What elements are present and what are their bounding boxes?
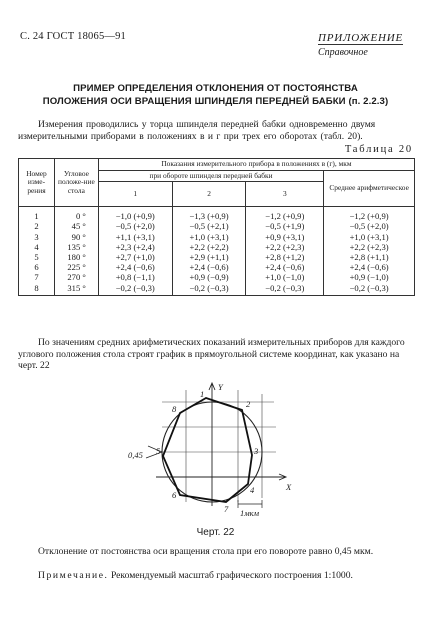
- cell-rev3: +2,2 (+2,3): [246, 242, 324, 252]
- cell-rev2: +2,9 (+1,1): [172, 252, 246, 262]
- cell-rev1: +2,7 (+1,0): [98, 252, 172, 262]
- table-row: [19, 252, 415, 262]
- point-label-4: 4: [250, 485, 255, 495]
- point-label-8: 8: [172, 404, 177, 414]
- cell-avg: +0,9 (−1,0): [324, 272, 415, 282]
- measurements-table: [18, 158, 415, 296]
- table-row: [19, 232, 415, 242]
- table-caption: Таблица 20: [344, 144, 413, 155]
- axis-y-label: Y: [218, 382, 223, 392]
- table-row: [19, 262, 415, 272]
- polar-graph: [126, 380, 302, 526]
- cell-num: 6: [19, 262, 55, 272]
- cell-num: 3: [19, 232, 55, 242]
- appendix-label: ПРИЛОЖЕНИЕ: [318, 32, 403, 44]
- cell-rev1: −1,0 (+0,9): [98, 207, 172, 222]
- cell-rev1: +1,1 (+3,1): [98, 232, 172, 242]
- cell-num: 2: [19, 221, 55, 231]
- cell-rev3: +1,0 (−1,0): [246, 272, 324, 282]
- col-header-rev2: 2: [172, 182, 246, 207]
- grid-lines: [162, 390, 276, 502]
- cell-num: 4: [19, 242, 55, 252]
- point-label-3: 3: [254, 446, 259, 456]
- cell-rev2: +1,0 (+3,1): [172, 232, 246, 242]
- col-header-subgroup: при обороте шпинделя передней бабки: [98, 170, 323, 182]
- cell-rev2: −0,5 (+2,1): [172, 221, 246, 231]
- cell-rev3: −0,5 (+1,9): [246, 221, 324, 231]
- col-header-angle: Угловое положе-ние стола: [54, 159, 98, 207]
- cell-angle: 90 °: [54, 232, 98, 242]
- table-row: [19, 283, 415, 296]
- cell-rev3: −0,2 (−0,3): [246, 283, 324, 296]
- section-title-line1: ПРИМЕР ОПРЕДЕЛЕНИЯ ОТКЛОНЕНИЯ ОТ ПОСТОЯНСТВА: [73, 83, 358, 94]
- cell-rev2: +2,4 (−0,6): [172, 262, 246, 272]
- col-header-avg: Среднее арифметическое: [324, 170, 415, 207]
- cell-rev2: −1,3 (+0,9): [172, 207, 246, 222]
- axes: [156, 383, 286, 506]
- cell-rev1: +2,4 (−0,6): [98, 262, 172, 272]
- point-label-5: 5: [156, 446, 161, 456]
- cell-avg: −0,2 (−0,3): [324, 283, 415, 296]
- appendix-type: Справочное: [318, 47, 368, 58]
- cell-angle: 270 °: [54, 272, 98, 282]
- figure-caption: Черт. 22: [196, 527, 235, 538]
- axis-x-label: X: [286, 482, 292, 492]
- cell-avg: +2,2 (+2,3): [324, 242, 415, 252]
- cell-avg: −0,5 (+2,0): [324, 221, 415, 231]
- point-label-6: 6: [172, 490, 177, 500]
- cell-angle: 315 °: [54, 283, 98, 296]
- cell-num: 8: [19, 283, 55, 296]
- deviation-polygon: [163, 398, 252, 502]
- col-header-rev3: 3: [246, 182, 324, 207]
- cell-rev3: +0,9 (+3,1): [246, 232, 324, 242]
- cell-avg: +2,8 (+1,1): [324, 252, 415, 262]
- cell-num: 7: [19, 272, 55, 282]
- note-paragraph: [18, 570, 416, 582]
- cell-angle: 225 °: [54, 262, 98, 272]
- cell-num: 5: [19, 252, 55, 262]
- col-header-group: Показания измерительного прибора в положениях в (г), мкм: [98, 159, 414, 171]
- cell-rev3: +2,8 (+1,2): [246, 252, 324, 262]
- cell-rev2: +2,2 (+2,2): [172, 242, 246, 252]
- table-row: [19, 272, 415, 282]
- note-label: Примечание.: [38, 570, 109, 581]
- note-text: Рекомендуемый масштаб графического построения 1:1000.: [110, 570, 353, 581]
- table-body: [19, 207, 415, 296]
- col-header-num: Номер изме-рения: [19, 159, 55, 207]
- table-row: [19, 242, 415, 252]
- point-label-1: 1: [200, 389, 205, 399]
- intro-paragraph: Измерения проводились у торца шпинделя передней бабки одновременно двумя измерительными приборами в положениях в и г при трех его оборотах (табл. 20).: [18, 119, 376, 142]
- cell-rev2: −0,2 (−0,3): [172, 283, 246, 296]
- cell-angle: 180 °: [54, 252, 98, 262]
- cell-rev1: −0,2 (−0,3): [98, 283, 172, 296]
- conclusion-paragraph: Отклонение от постоянства оси вращения стола при его повороте равно 0,45 мкм.: [38, 546, 374, 557]
- point-label-2: 2: [246, 399, 251, 409]
- table-row: [19, 207, 415, 222]
- col-header-rev1: 1: [98, 182, 172, 207]
- unit-scale: [238, 500, 262, 508]
- cell-rev2: +0,9 (−0,9): [172, 272, 246, 282]
- cell-rev1: +2,3 (+2,4): [98, 242, 172, 252]
- cell-rev1: −0,5 (+2,0): [98, 221, 172, 231]
- cell-rev3: +2,4 (−0,6): [246, 262, 324, 272]
- appendix-header: [318, 28, 403, 58]
- section-title-line2: ПОЛОЖЕНИЯ ОСИ ВРАЩЕНИЯ ШПИНДЕЛЯ ПЕРЕДНЕЙ БАБКИ (п. 2.2.3): [42, 96, 389, 107]
- table-row: [19, 221, 415, 231]
- unit-label: 1мкм: [240, 508, 260, 518]
- cell-rev3: −1,2 (+0,9): [246, 207, 324, 222]
- cell-angle: 135 °: [54, 242, 98, 252]
- graph-paragraph: По значениям средних арифметических показаний измерительных приборов для каждого углового положения стола строят график в прямоугольной системе координат, как указано на черт. 22: [18, 337, 405, 371]
- cell-rev1: +0,8 (−1,1): [98, 272, 172, 282]
- cell-avg: +2,4 (−0,6): [324, 262, 415, 272]
- value-label: 0,45: [128, 450, 143, 460]
- cell-angle: 0 °: [54, 207, 98, 222]
- cell-avg: −1,2 (+0,9): [324, 207, 415, 222]
- cell-avg: +1,0 (+3,1): [324, 232, 415, 242]
- page-header-left: С. 24 ГОСТ 18065—91: [20, 31, 126, 42]
- cell-num: 1: [19, 207, 55, 222]
- cell-angle: 45 °: [54, 221, 98, 231]
- section-title: [18, 82, 413, 108]
- figure-22: [126, 380, 302, 531]
- point-label-7: 7: [224, 504, 229, 514]
